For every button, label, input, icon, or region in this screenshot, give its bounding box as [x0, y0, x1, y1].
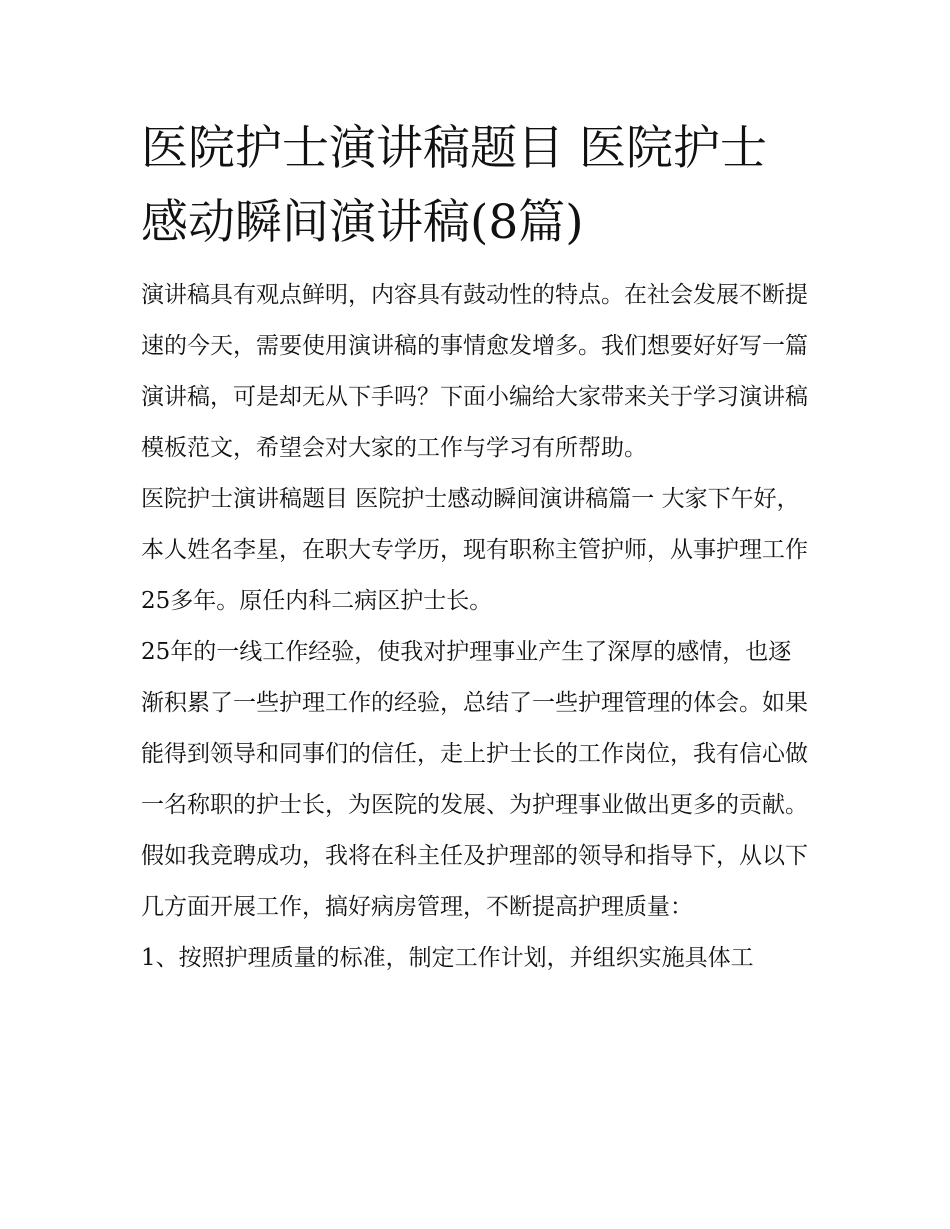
intro-paragraph: 演讲稿具有观点鲜明，内容具有鼓动性的特点。在社会发展不断提速的今天，需要使用演讲稿的事情愈发增多。我们想要好好写一篇演讲稿，可是却无从下手吗？下面小编给大家带来关于学习演讲稿模板范文，希望会对大家的工作与学习有所帮助。 [141, 282, 808, 461]
speech-opening-paragraph: 医院护士演讲稿题目 医院护士感动瞬间演讲稿篇一 大家下午好，本人姓名李星，在职大专学历，现有职称主管护师，从事护理工作25多年。原任内科二病区护士长。 [141, 486, 808, 614]
document-body [141, 112, 813, 984]
plan-intro-paragraph: 假如我竞聘成功，我将在科主任及护理部的领导和指导下，从以下几方面开展工作，搞好病房管理，不断提高护理质量： [141, 843, 808, 920]
document-title: 医院护士演讲稿题目 医院护士感动瞬间演讲稿(8篇) [141, 121, 767, 250]
plan-item-1-paragraph: 1、按照护理质量的标准，制定工作计划，并组织实施具体工 [141, 945, 754, 971]
experience-paragraph: 25年的一线工作经验，使我对护理事业产生了深厚的感情，也逐渐积累了一些护理工作的经验，总结了一些护理管理的体会。如果能得到领导和同事们的信任，走上护士长的工作岗位，我有信心做一名称职的护士长，为医院的发展、为护理事业做出更多的贡献。 [141, 639, 808, 818]
